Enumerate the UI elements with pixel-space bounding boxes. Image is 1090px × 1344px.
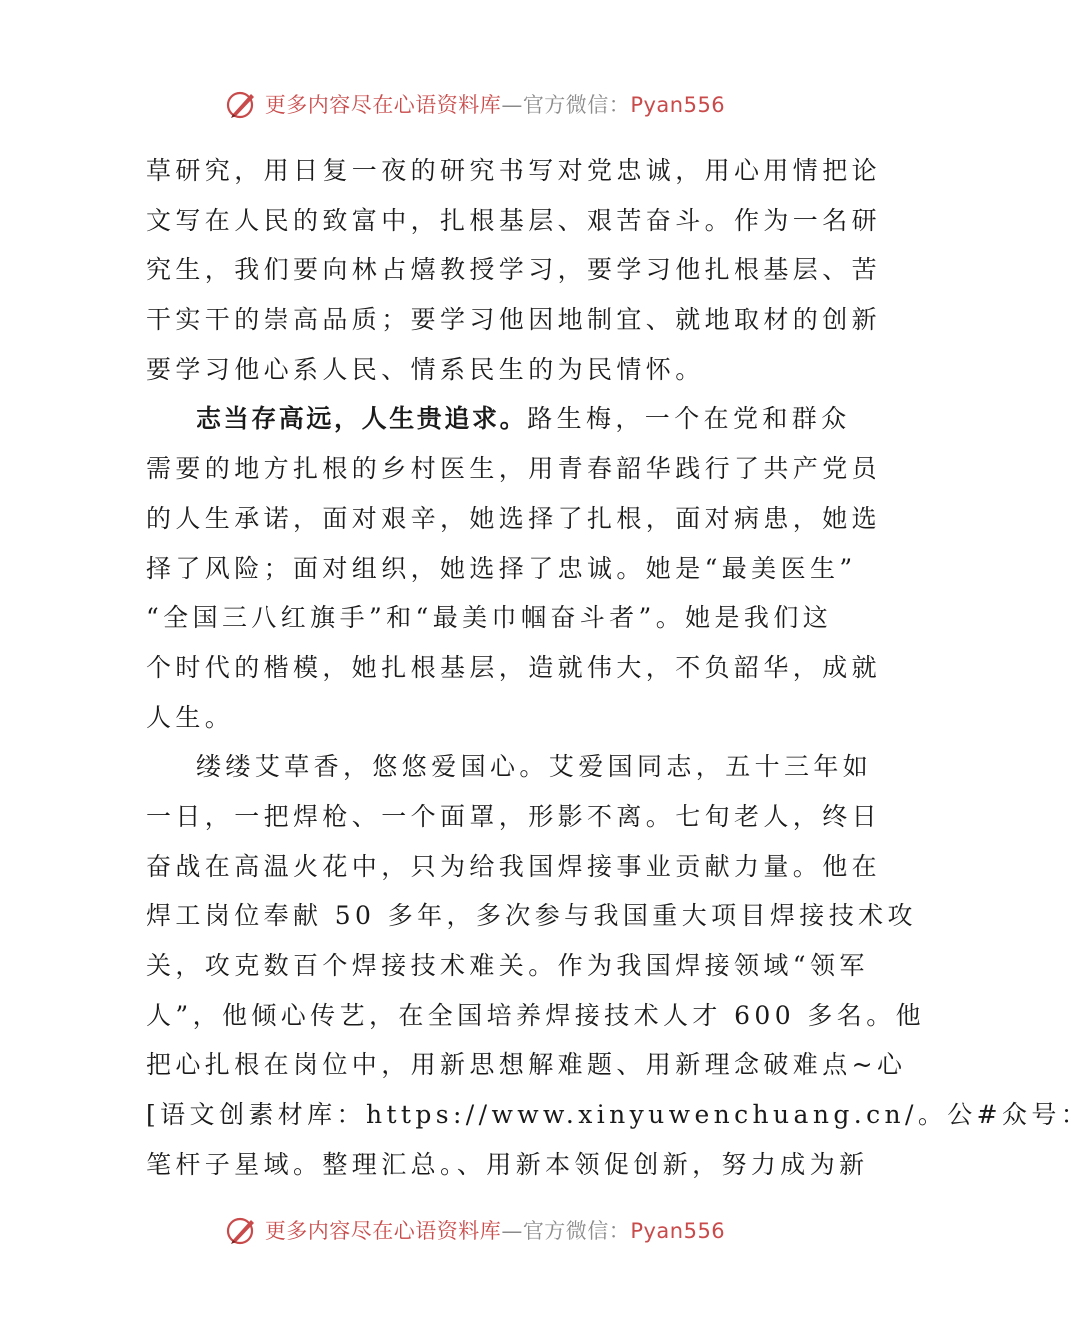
banner-dash: — [501,93,523,117]
banner-brand: 更多内容尽在心语资料库 [264,93,502,117]
text-line: 需要的地方扎根的乡村医生，用青春韶华践行了共产党员 [146,454,882,484]
text-line: 草研究，用日复一夜的研究书写对党忠诚，用心用情把论 [146,156,882,185]
banner-label: 官方微信： [522,1219,631,1243]
text-line: 一日，一把焊枪、一个面罩，形影不离。七旬老人，终日 [146,801,882,831]
banner-wechat-id: Pyan556 [630,93,726,117]
text-line: 择了风险；面对组织，她选择了忠诚。她是“最美医生” [146,553,857,583]
text-line: 的人生承诺，面对艰辛，她选择了扎根，面对病患，她选 [146,503,882,533]
banner-text [265,89,725,119]
footer-banner [0,1210,950,1250]
pen-logo-icon [225,1213,259,1247]
text-span: 路生梅，一个在党和群众 [527,404,851,434]
document-body [146,146,1090,1189]
banner-label: 官方微信： [522,93,631,117]
text-line: 干实干的崇高品质；要学习他因地制宜、就地取材的创新 [146,305,882,335]
header-banner [0,84,950,124]
pen-logo-icon [225,87,259,121]
text-line: 奋战在高温火花中，只为给我国焊接事业贡献力量。他在 [146,851,882,881]
text-line: [语文创素材库：https://www.xinyuwenchuang.cn/。公#众号： [146,1100,1090,1130]
banner-text [265,1215,725,1245]
text-line: 人生。 [146,702,235,732]
paragraph-heading: 志当存高远，人生贵追求。 [196,404,528,434]
text-line: 人”，他倾心传艺，在全国培养焊接技术人才 600 多名。他 [146,1000,925,1030]
banner-dash: — [501,1219,523,1243]
text-line: 文写在人民的致富中，扎根基层、艰苦奋斗。作为一名研 [146,205,882,235]
text-line: “全国三八红旗手”和“最美巾帼奋斗者”。她是我们这 [146,603,833,633]
text-line: 关，攻克数百个焊接技术难关。作为我国焊接领域“领军 [146,951,869,980]
text-line: 笔杆子星域。整理汇总。、用新本领促创新，努力成为新 [146,1149,869,1179]
text-line: 焊工岗位奉献 50 多年，多次参与我国重大项目焊接技术攻 [146,901,917,931]
text-line: 把心扎根在岗位中，用新思想解难题、用新理念破难点~心 [146,1050,907,1080]
text-line: 究生，我们要向林占熺教授学习，要学习他扎根基层、苦 [146,255,882,285]
text-line: 缕缕艾草香，悠悠爱国心。艾爱国同志，五十三年如 [196,752,873,782]
banner-brand: 更多内容尽在心语资料库 [264,1219,502,1243]
text-line: 要学习他心系人民、情系民生的为民情怀。 [146,354,705,384]
text-line: 个时代的楷模，她扎根基层，造就伟大，不负韶华，成就 [146,652,882,682]
paragraph-heading-line [146,394,851,444]
banner-wechat-id: Pyan556 [630,1219,726,1243]
